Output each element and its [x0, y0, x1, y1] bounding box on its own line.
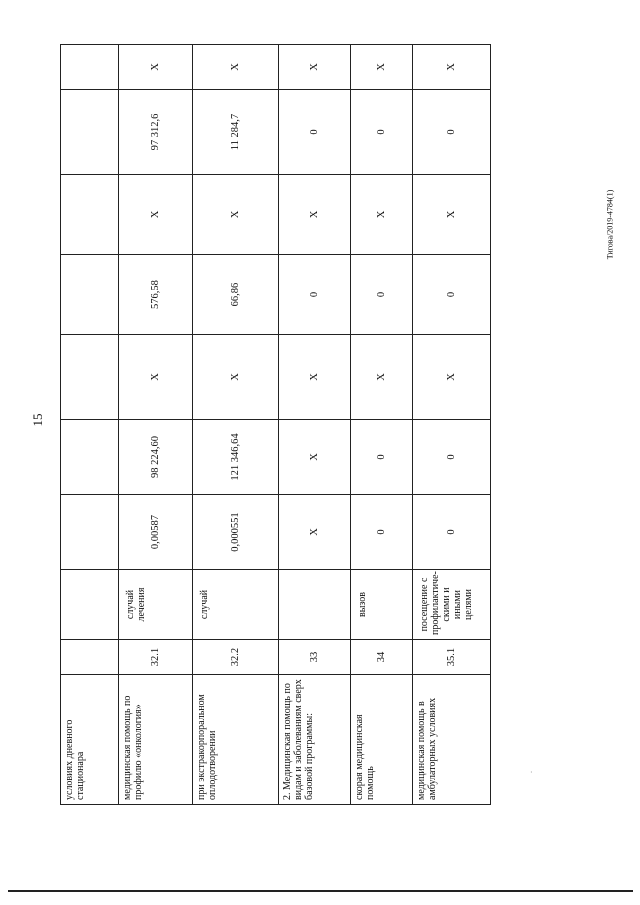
table-row — [193, 45, 279, 805]
row-unit: вызов — [351, 570, 413, 640]
cell-col5 — [61, 420, 119, 495]
row-name: условиях дневного стационара — [61, 675, 119, 805]
cell-col5: 121 346,64 — [193, 420, 279, 495]
row-code: 32.1 — [119, 640, 193, 675]
row-code: 32.2 — [193, 640, 279, 675]
table-row — [413, 45, 491, 805]
cell-col6 — [61, 335, 119, 420]
table-row — [119, 45, 193, 805]
cell-col4: 0 — [413, 495, 491, 570]
cell-col6: X — [119, 335, 193, 420]
cell-col8: X — [279, 175, 351, 255]
row-name: 2. Медицинская помощь по видам и заболеваниям сверх базовой программы: — [279, 675, 351, 805]
row-unit: случай — [193, 570, 279, 640]
cell-col10: X — [279, 45, 351, 90]
cell-col5: 0 — [413, 420, 491, 495]
row-unit: посещение с профилактиче-скими и иными целями — [413, 570, 491, 640]
cell-col9: 0 — [279, 90, 351, 175]
cell-col4: 0,000551 — [193, 495, 279, 570]
cell-col4: X — [279, 495, 351, 570]
cell-col9: 11 284,7 — [193, 90, 279, 175]
cell-col10: X — [351, 45, 413, 90]
row-code: 33 — [279, 640, 351, 675]
cell-col8: X — [413, 175, 491, 255]
cell-col7: 0 — [279, 255, 351, 335]
cell-col7: 576,58 — [119, 255, 193, 335]
cell-col9 — [61, 90, 119, 175]
table-row — [351, 45, 413, 805]
cell-col10: X — [193, 45, 279, 90]
cell-col8: X — [351, 175, 413, 255]
rotated-table-area — [60, 45, 490, 805]
cell-col7 — [61, 255, 119, 335]
cell-col8: X — [193, 175, 279, 255]
row-code: 34 — [351, 640, 413, 675]
row-code: 35.1 — [413, 640, 491, 675]
cell-col6: X — [351, 335, 413, 420]
document-code: Тигова/2019-4784(1) — [605, 189, 615, 260]
row-name: при экстракорпоральном оплодотворении — [193, 675, 279, 805]
scan-speck: · — [530, 768, 533, 777]
row-name: медицинская помощь по профилю «онкология» — [119, 675, 193, 805]
cell-col5: 0 — [351, 420, 413, 495]
row-unit — [279, 570, 351, 640]
cell-col4: 0,00587 — [119, 495, 193, 570]
financing-table — [60, 44, 491, 805]
row-name: медицинская помощь в амбулаторных условиях — [413, 675, 491, 805]
row-unit — [61, 570, 119, 640]
cell-col7: 66,86 — [193, 255, 279, 335]
cell-col7: 0 — [413, 255, 491, 335]
row-code — [61, 640, 119, 675]
cell-col6: X — [193, 335, 279, 420]
cell-col6: X — [279, 335, 351, 420]
cell-col9: 0 — [413, 90, 491, 175]
cell-col9: 97 312,6 — [119, 90, 193, 175]
cell-col8 — [61, 175, 119, 255]
table-rotation-frame — [60, 45, 490, 805]
cell-col10 — [61, 45, 119, 90]
table-row — [61, 45, 119, 805]
page-number: 15 — [30, 413, 45, 427]
cell-col5: 98 224,60 — [119, 420, 193, 495]
cell-col4: 0 — [351, 495, 413, 570]
cell-col10: X — [413, 45, 491, 90]
cell-col10: X — [119, 45, 193, 90]
cell-col9: 0 — [351, 90, 413, 175]
row-unit: случай лечения — [119, 570, 193, 640]
table-row — [279, 45, 351, 805]
cell-col7: 0 — [351, 255, 413, 335]
cell-col5: X — [279, 420, 351, 495]
cell-col4 — [61, 495, 119, 570]
row-name: скорая медицинская помощь — [351, 675, 413, 805]
footer-rule — [8, 890, 633, 892]
cell-col8: X — [119, 175, 193, 255]
cell-col6: X — [413, 335, 491, 420]
